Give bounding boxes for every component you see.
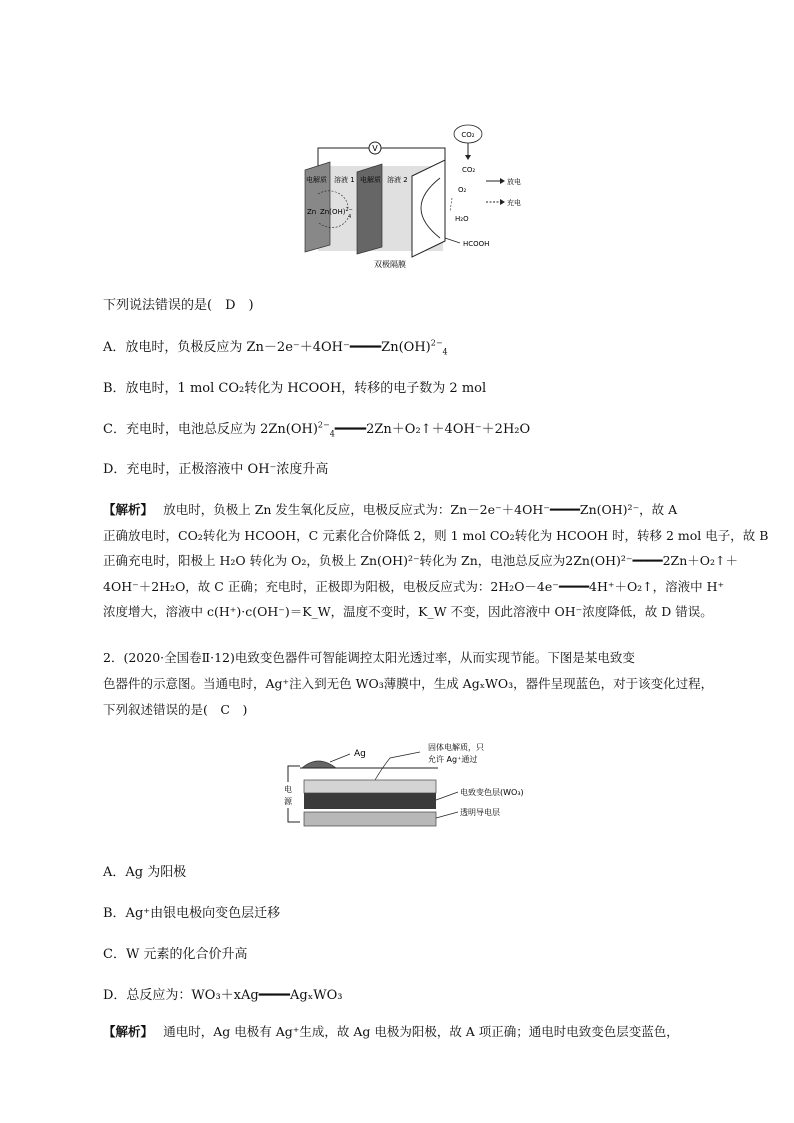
solid-electrolyte-label-1: 固体电解质，只 <box>428 743 484 752</box>
q1-option-b: B．放电时，1 mol CO₂转化为 HCOOH，转移的电子数为 2 mol <box>103 381 487 396</box>
znoh-label: Zn(OH)$^{2-}$ <box>320 207 353 216</box>
q1-analysis-line-2: 正确放电时，CO₂转化为 HCOOH，C 元素化合价降低 2，则 1 mol CO₂转化为 HCOOH 时，转移 2 mol 电子，故 B <box>103 527 769 543</box>
q2-option-c: C．W 元素的化合价升高 <box>103 947 248 962</box>
q1-option-c <box>103 418 530 439</box>
solution1-label: 溶液 1 <box>334 176 355 184</box>
solid-electrolyte-label-2: 允许 Ag⁺通过 <box>428 755 478 764</box>
q1-option-c-pre: C．充电时，电池总反应为 2Zn(OH) <box>103 422 318 437</box>
q2-analysis <box>103 1022 733 1040</box>
o2-label: O₂ <box>458 186 467 194</box>
q1-option-c-sup: 2− <box>317 420 330 430</box>
ag-electrode <box>302 761 336 768</box>
q2-option-a: A．Ag 为阳极 <box>103 865 187 880</box>
q1-analysis-text-1: 放电时，负极上 Zn 发生氧化反应，电极反应式为：Zn－2e⁻＋4OH⁻━━━━Zn(OH)²⁻，故 A <box>163 502 678 517</box>
ag-pointer <box>330 754 350 762</box>
charge-arrow-head-icon <box>500 199 505 205</box>
q1-option-c-post: ━━━━2Zn＋O₂↑＋4OH⁻＋2H₂O <box>334 422 531 437</box>
hcooh-arrow <box>445 238 460 243</box>
conductive-layer-label: 透明导电层 <box>460 808 500 817</box>
electrochromic-diagram <box>270 740 570 830</box>
h2o-label: H₂O <box>455 215 469 223</box>
co2-label: CO₂ <box>462 166 476 174</box>
o2-arrow <box>450 198 452 212</box>
solution2-label: 溶液 2 <box>387 176 408 184</box>
solid-electrolyte-pointer <box>375 752 420 780</box>
ec-pointer <box>436 792 458 800</box>
electrolyte-left-label: 电解质 <box>306 176 327 184</box>
electrolyte-layer <box>304 780 436 793</box>
q2-analysis-text: 通电时，Ag 电极有 Ag⁺生成，故 Ag 电极为阳极，故 A 项正确；通电时电致变色层变蓝色， <box>163 1024 679 1039</box>
electrolyte-mid-label: 电解质 <box>360 176 381 184</box>
discharge-label: 放电 <box>507 178 521 186</box>
q2-stem-line-2: 色器件的示意图。当通电时，Ag⁺注入到无色 WO₃薄膜中，生成 AgₓWO₃，器件呈现蓝色，对于该变化过程， <box>103 676 714 691</box>
conductive-layer <box>304 812 436 826</box>
q1-option-c-sub: 4 <box>329 429 335 439</box>
zn-label: Zn <box>307 208 317 216</box>
conductive-pointer <box>436 812 458 818</box>
battery-diagram <box>290 120 521 272</box>
voltmeter-label: V <box>372 144 378 153</box>
electrochromic-layer <box>304 793 436 809</box>
q1-analysis <box>103 497 769 625</box>
q1-option-a-sub: 4 <box>442 347 448 357</box>
q1-analysis-line-1 <box>103 497 723 523</box>
charge-label: 充电 <box>507 199 521 207</box>
discharge-arrow-head-icon <box>500 178 505 184</box>
co2-arrow-head-icon <box>465 155 471 160</box>
power-source-label-1: 电 <box>284 785 292 794</box>
znoh-sub-label: 4 <box>348 214 352 220</box>
cathode-electrode <box>412 160 445 257</box>
q1-option-d: D．充电时，正极溶液中 OH⁻浓度升高 <box>103 462 329 477</box>
q2-analysis-tag: 【解析】 <box>103 1024 147 1039</box>
q1-analysis-tag: 【解析】 <box>103 502 147 517</box>
q1-analysis-line-3: 正确充电时，阳极上 H₂O 转化为 O₂，负极上 Zn(OH)²⁻转化为 Zn，电池总反应为2Zn(OH)²⁻━━━━2Zn＋O₂↑＋ <box>103 553 738 568</box>
figure1-caption: 双极隔膜 <box>374 260 406 269</box>
q1-stem: 下列说法错误的是( D ) <box>103 298 254 313</box>
q1-option-a-sup: 2− <box>430 338 443 348</box>
hcooh-label: HCOOH <box>463 240 490 248</box>
power-source-label-2: 源 <box>284 797 292 806</box>
q2-stem-line-3: 下列叙述错误的是( C ) <box>103 702 248 717</box>
ag-label: Ag <box>354 749 366 759</box>
q2-option-d: D．总反应为：WO₃＋xAg━━━━AgₓWO₃ <box>103 988 343 1003</box>
q1-analysis-line-4: 4OH⁻＋2H₂O，故 C 正确；充电时，正极即为阳极，电极反应式为：2H₂O－4e⁻━━━━4H⁺＋O₂↑，溶液中 H⁺ <box>103 578 725 594</box>
q2-option-b: B．Ag⁺由银电极向变色层迁移 <box>103 906 281 921</box>
q1-analysis-line-5: 浓度增大，溶液中 c(H⁺)·c(OH⁻)＝K_W，温度不变时，K_W 不变，因此溶液中 OH⁻浓度降低，故 D 错误。 <box>103 604 713 619</box>
q1-option-a-text: A．放电时，负极反应为 Zn－2e⁻＋4OH⁻━━━━Zn(OH) <box>103 340 431 355</box>
co2-cloud-label: CO₂ <box>461 131 475 139</box>
circuit-wire <box>318 148 445 166</box>
q1-option-a <box>103 336 448 357</box>
q2-stem <box>103 645 733 723</box>
ec-layer-label: 电致变色层(WO₃) <box>460 788 524 797</box>
q2-stem-line-1: 2．(2020·全国卷Ⅱ·12)电致变色器件可智能调控太阳光透过率，从而实现节能。下图是某电致变 <box>103 650 635 665</box>
